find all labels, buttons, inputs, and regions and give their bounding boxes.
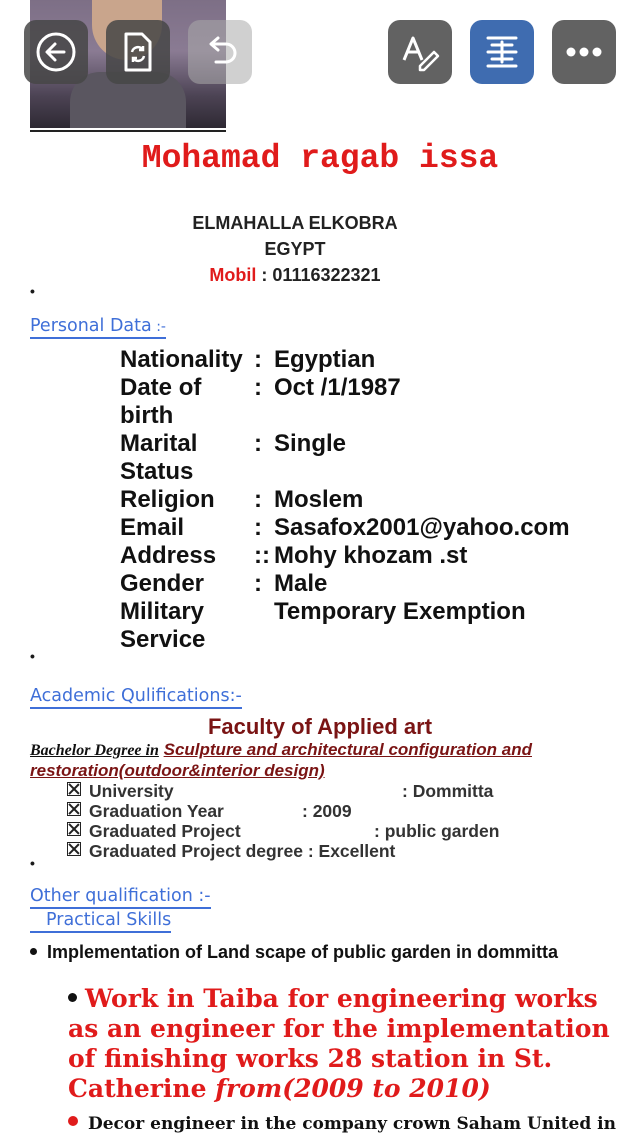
bullet-icon <box>30 948 37 955</box>
other-qualification-heading: Other qualification :- <box>30 886 211 909</box>
colon: : <box>254 514 262 541</box>
bullet: • <box>30 855 35 871</box>
degree-label: Bachelor Degree in <box>30 742 159 759</box>
value-address: Mohy khozam .st <box>274 542 468 569</box>
label-email: Email <box>120 514 185 541</box>
bullet-icon <box>68 993 77 1002</box>
value-dob: Oct /1/1987 <box>274 374 401 401</box>
label-address: Address <box>120 542 217 569</box>
mobile-label: Mobil <box>209 265 257 285</box>
value-religion: Moslem <box>274 486 364 513</box>
value-military: Temporary Exemption <box>274 598 526 625</box>
convert-button[interactable] <box>106 20 170 84</box>
annotate-button[interactable] <box>388 20 452 84</box>
bullet: • <box>30 283 35 299</box>
reflow-button[interactable] <box>470 20 534 84</box>
skill-item: Implementation of Land scape of public garden in dommitta <box>30 941 590 963</box>
decor-item: Decor engineer in the company crown Saham United in <box>68 1112 628 1136</box>
file-convert-icon <box>116 30 160 74</box>
label-dob: Date of birth <box>120 374 202 429</box>
mobile-sep: : <box>256 265 273 285</box>
degree-value: Sculpture and architectural configuration and restoration(outdoor&interior design) <box>30 740 532 780</box>
back-arrow-icon <box>34 30 78 74</box>
academic-heading: Academic Qulifications:- <box>30 686 242 709</box>
bullet: • <box>30 648 35 664</box>
text-edit-icon <box>398 30 442 74</box>
colon: : <box>254 430 262 457</box>
checkbox-icon <box>67 782 81 796</box>
more-button[interactable] <box>552 20 616 84</box>
colon: : <box>254 570 262 597</box>
colon: : <box>254 486 262 513</box>
value-email: Sasafox2001@yahoo.com <box>274 514 570 541</box>
back-button[interactable] <box>24 20 88 84</box>
degree <box>30 740 620 781</box>
mobile-number: 01116322321 <box>272 265 381 285</box>
label-gender: Gender <box>120 570 205 597</box>
colon: :: <box>254 542 270 569</box>
value-marital: Single <box>274 430 347 457</box>
checkbox-icon <box>67 822 81 836</box>
city: ELMAHALLA ELKOBRA <box>192 213 398 233</box>
academic-item-university: University : Dommitta <box>67 781 174 801</box>
undo-icon <box>198 30 242 74</box>
country: EGYPT <box>264 239 326 259</box>
undo-button[interactable] <box>188 20 252 84</box>
faculty: Faculty of Applied art <box>207 714 433 739</box>
label-religion: Religion <box>120 486 215 513</box>
value-nationality: Egyptian <box>274 346 376 373</box>
checkbox-icon <box>67 802 81 816</box>
practical-skills-heading: Practical Skills <box>30 910 171 933</box>
colon: : <box>254 374 262 401</box>
label-military: Military Service <box>120 598 206 653</box>
label-marital: Marital Status <box>120 430 198 485</box>
red-bullet-icon <box>68 1116 78 1126</box>
work-experience: Work in Taiba for engineering works as an engineer for the implementation of finishing works 28 station in St. Catherine from(2009 to 2010) <box>68 984 610 1103</box>
label-nationality: Nationality <box>120 346 243 373</box>
applicant-name: Mohamad ragab issa <box>141 140 499 177</box>
photo-divider <box>30 130 226 132</box>
checkbox-icon <box>67 842 81 856</box>
more-icon <box>562 30 606 74</box>
academic-item-project: Graduated Project : public garden <box>67 821 241 841</box>
mobile-line <box>0 265 590 286</box>
personal-data-heading: Personal Data :- <box>30 316 166 339</box>
reflow-icon <box>480 30 524 74</box>
academic-item-project-degree: Graduated Project degree : Excellent <box>67 841 395 861</box>
academic-item-graduation-year: Graduation Year : 2009 <box>67 801 224 821</box>
value-gender: Male <box>274 570 328 597</box>
colon: : <box>254 346 262 373</box>
